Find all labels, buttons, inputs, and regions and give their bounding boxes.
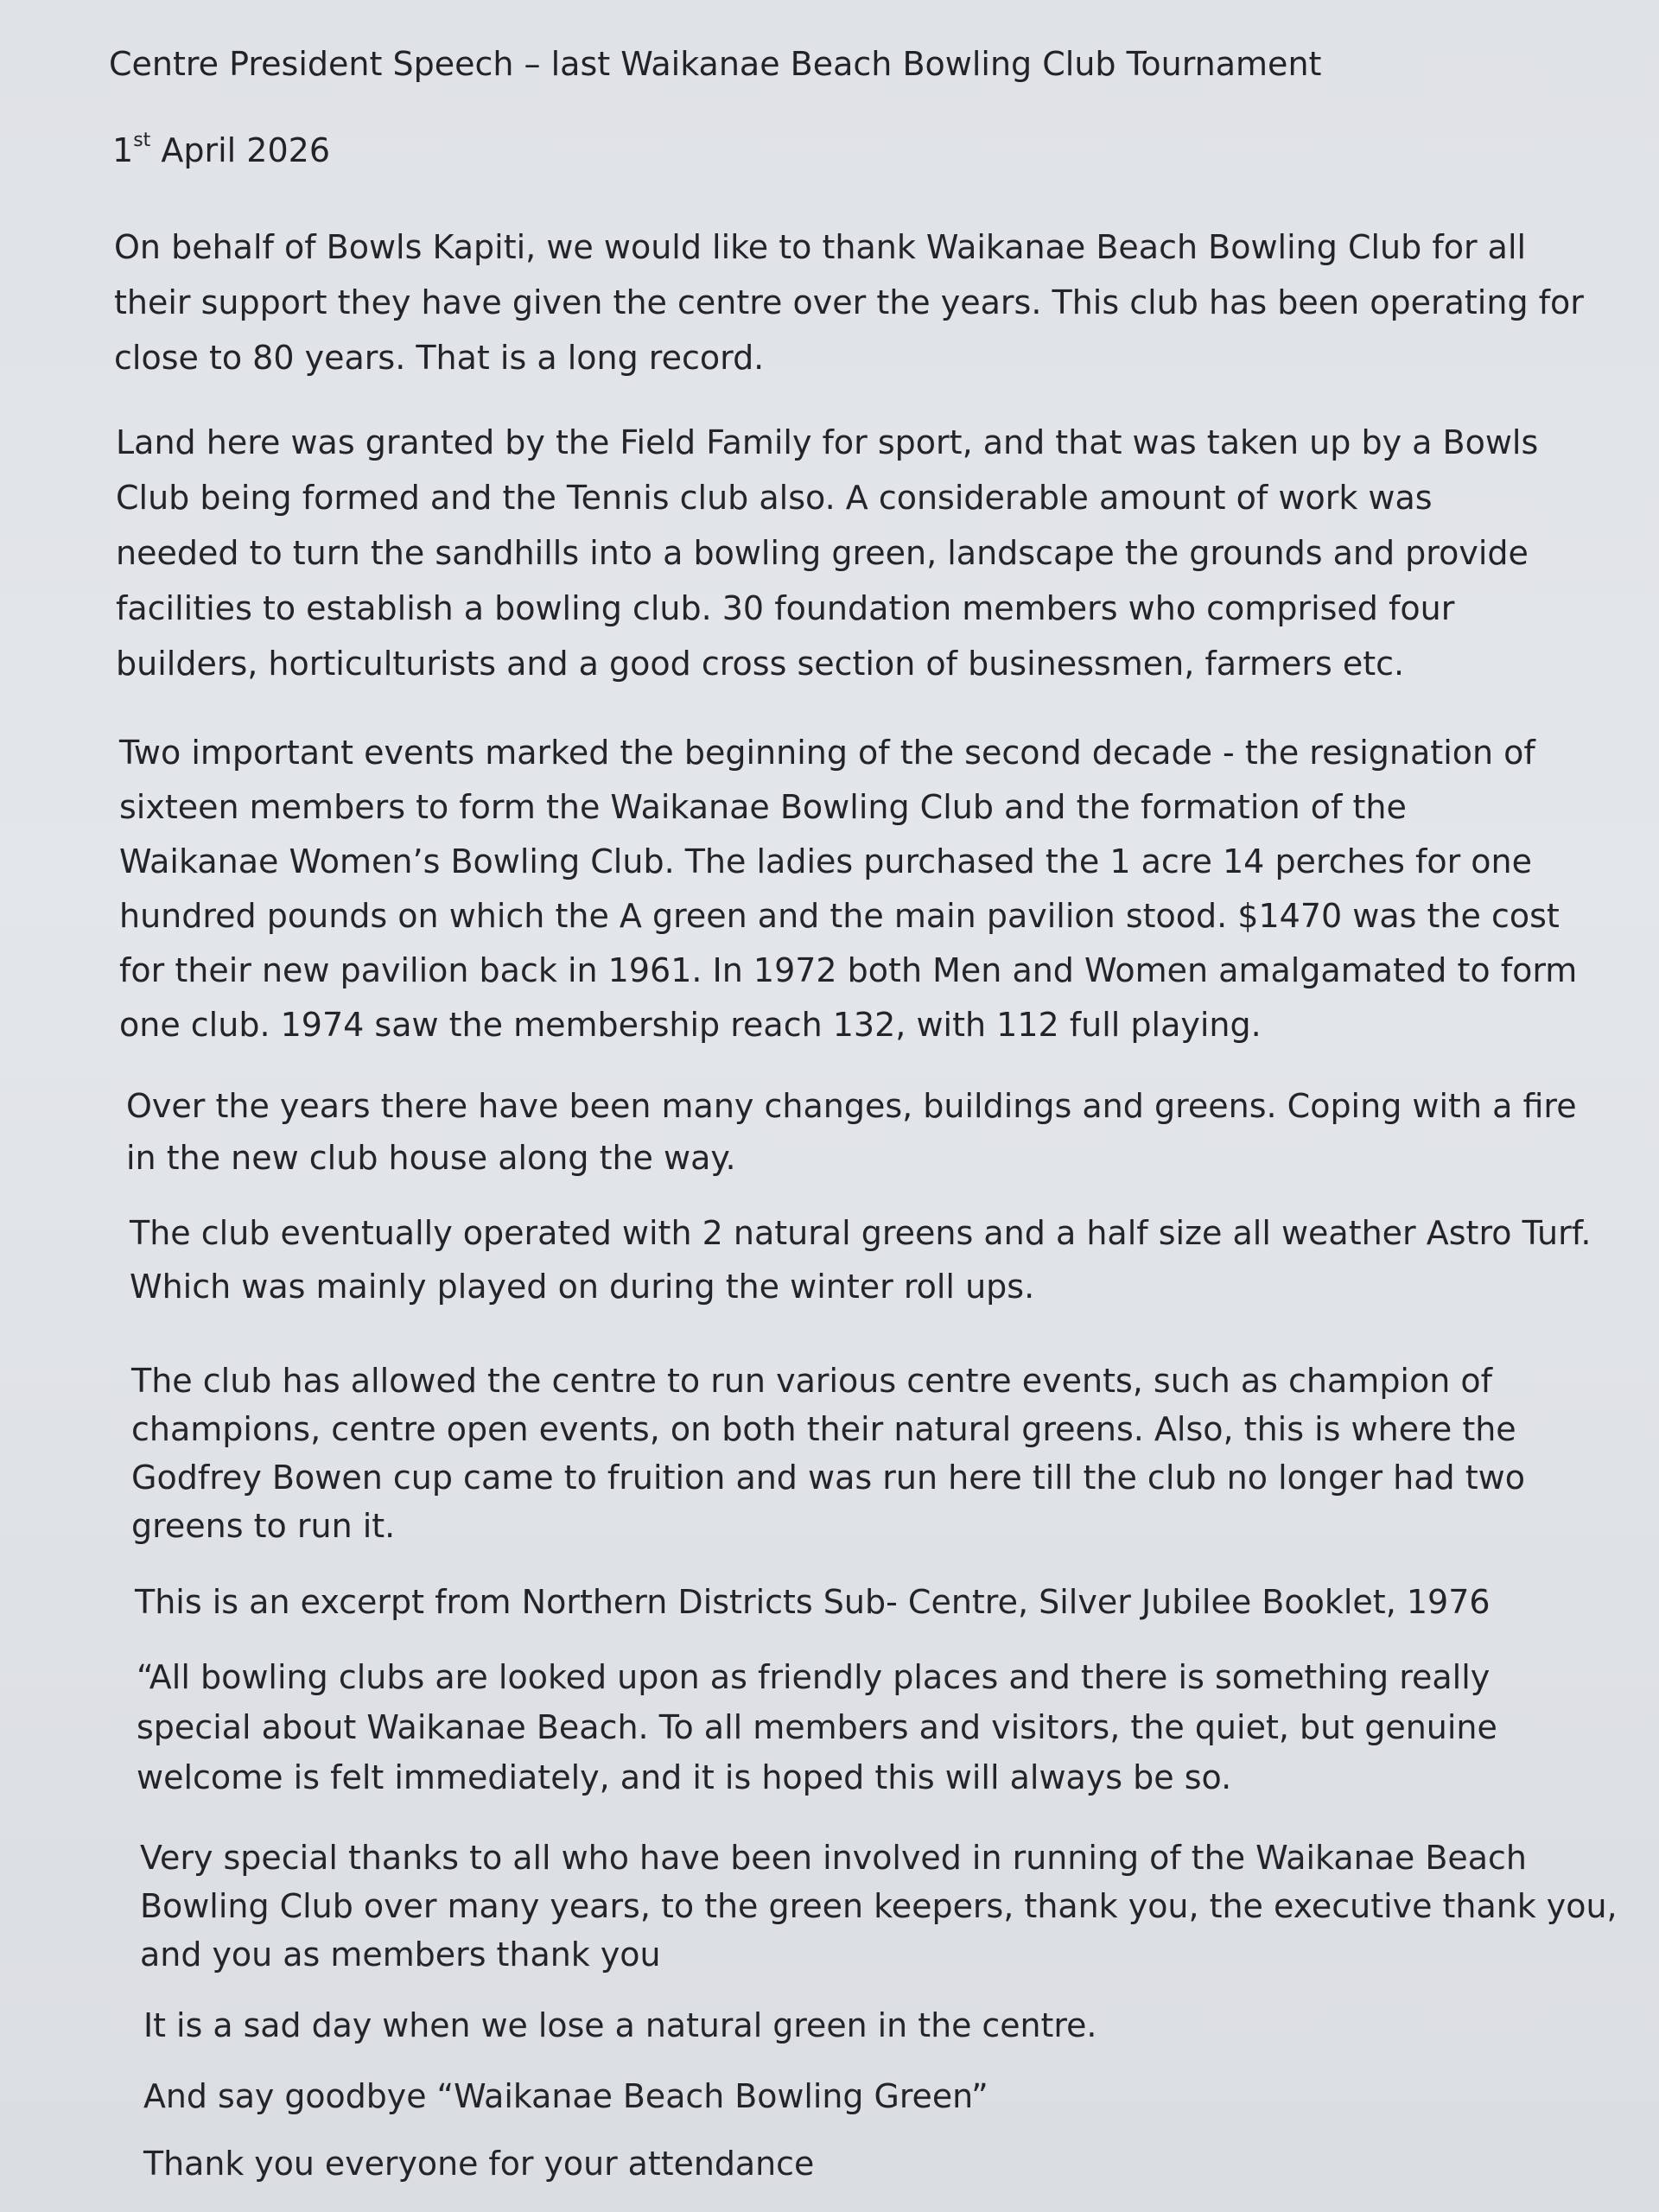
paragraph-quote	[137, 1652, 1623, 1802]
text-line: Bowling Club over many years, to the green keepers, thank you, the executive thank you,	[140, 1887, 1618, 1925]
date-suffix: st	[133, 130, 151, 151]
text-line: The club eventually operated with 2 natural greens and a half size all weather Astro Turf.	[130, 1214, 1592, 1252]
text-line: hundred pounds on which the A green and the main pavilion stood. $1470 was the cost	[119, 897, 1560, 935]
text-line: Over the years there have been many changes, buildings and greens. Coping with a fire	[126, 1087, 1577, 1125]
date-day: 1	[112, 131, 134, 169]
paragraph-special-thanks	[140, 1834, 1626, 1979]
paragraph-changes	[126, 1080, 1612, 1184]
text-line: Which was mainly played on during the winter roll ups.	[130, 1268, 1035, 1306]
text-line: Two important events marked the beginning of the second decade - the resignation of	[119, 734, 1535, 772]
text-line-wrap	[143, 1998, 1630, 2053]
paragraph-land-history	[116, 415, 1602, 691]
paragraph-goodbye	[143, 2069, 1630, 2124]
text-line: Thank you everyone for your attendance	[143, 2145, 815, 2183]
text-line-wrap	[143, 2069, 1630, 2124]
text-line: Waikanae Women’s Bowling Club. The ladies purchased the 1 acre 14 perches for one	[119, 842, 1533, 880]
text-line: welcome is felt immediately, and it is hoped this will always be so.	[137, 1758, 1232, 1796]
text-line: It is a sad day when we lose a natural green in the centre.	[143, 2006, 1097, 2044]
text-line: Godfrey Bowen cup came to fruition and was run here till the club no longer had two	[131, 1459, 1525, 1497]
text-line: builders, horticulturists and a good cross section of businessmen, farmers etc.	[116, 645, 1405, 683]
paragraph-closing	[143, 2136, 1630, 2191]
paragraph-greens	[130, 1206, 1616, 1313]
text-line-wrap	[140, 1882, 1626, 1930]
text-line: their support they have given the centre over the years. This club has been operating for	[114, 283, 1584, 321]
text-line-wrap	[140, 1834, 1626, 1882]
text-line: sixteen members to form the Waikanae Bowling Club and the formation of the	[119, 788, 1407, 826]
text-line: Land here was granted by the Field Family for sport, and that was taken up by a Bowls	[116, 423, 1539, 461]
paragraph-excerpt-intro	[135, 1574, 1621, 1630]
text-line: needed to turn the sandhills into a bowling green, landscape the grounds and provide	[116, 534, 1529, 572]
paragraph-centre-events	[131, 1357, 1618, 1550]
text-line: And say goodbye “Waikanae Beach Bowling Green”	[143, 2077, 988, 2115]
text-line: champions, centre open events, on both their natural greens. Also, this is where the	[131, 1410, 1516, 1448]
paragraph-second-decade	[119, 726, 1605, 1052]
text-line: Club being formed and the Tennis club also. A considerable amount of work was	[116, 479, 1433, 517]
paragraph-thanks	[114, 219, 1600, 385]
document-date	[112, 131, 330, 169]
text-line: and you as members thank you	[140, 1936, 661, 1974]
text-line: The club has allowed the centre to run various centre events, such as champion of	[131, 1362, 1493, 1400]
text-line: On behalf of Bowls Kapiti, we would like to thank Waikanae Beach Bowling Club for all	[114, 228, 1527, 266]
text-line: “All bowling clubs are looked upon as friendly places and there is something really	[137, 1658, 1491, 1696]
text-line: Very special thanks to all who have been involved in running of the Waikanae Beach	[140, 1839, 1527, 1877]
date-rest: April 2026	[150, 131, 331, 169]
text-line-wrap	[140, 1930, 1626, 1979]
text-line: greens to run it.	[131, 1507, 396, 1545]
text-line: facilities to establish a bowling club. 30 foundation members who comprised four	[116, 589, 1455, 627]
text-line: special about Waikanae Beach. To all members and visitors, the quiet, but genuine	[137, 1708, 1497, 1746]
text-line-wrap	[143, 2136, 1630, 2191]
text-line: one club. 1974 saw the membership reach 132, with 112 full playing.	[119, 1006, 1262, 1044]
text-line: close to 80 years. That is a long record.	[114, 339, 765, 377]
document-title: Centre President Speech – last Waikanae Beach Bowling Club Tournament	[109, 45, 1322, 83]
text-line: in the new club house along the way.	[126, 1139, 736, 1177]
paragraph-sad-day	[143, 1998, 1630, 2053]
text-line: This is an excerpt from Northern Districts Sub- Centre, Silver Jubilee Booklet, 1976	[135, 1583, 1491, 1621]
text-line: for their new pavilion back in 1961. In 1972 both Men and Women amalgamated to form	[119, 951, 1578, 989]
